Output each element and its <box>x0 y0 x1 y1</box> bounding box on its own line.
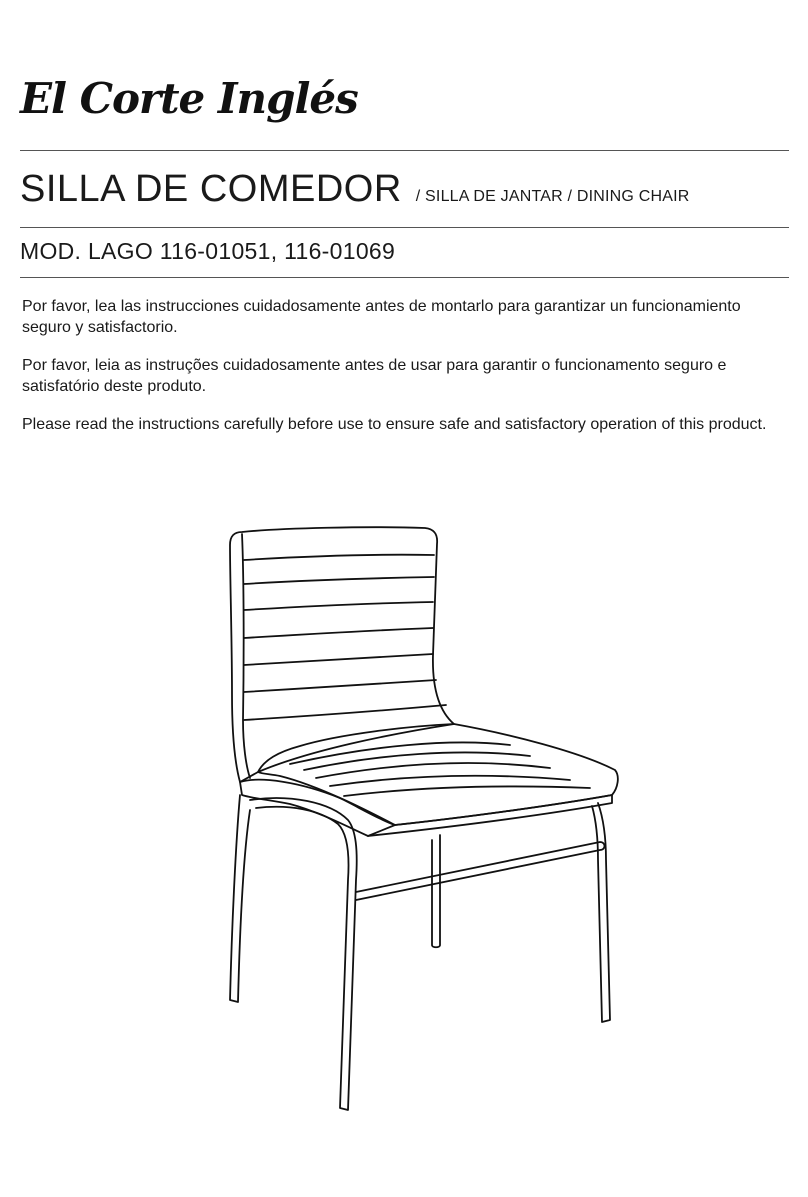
backrest-stitch <box>244 680 436 692</box>
divider-top <box>20 150 789 151</box>
divider-bottom <box>20 277 789 278</box>
page-subtitle: / SILLA DE JANTAR / DINING CHAIR <box>415 188 690 205</box>
leg-front-left <box>250 798 357 1110</box>
leg-rear-left <box>230 795 250 1002</box>
instructions-english: Please read the instructions carefully before use to ensure safe and satisfactory operation of this product. <box>22 416 767 433</box>
title-row <box>20 168 789 211</box>
instructions-portuguese: Por favor, leia as instruções cuidadosamente antes de usar para garantir o funcionamento seguro e satisfatório deste produto. <box>22 357 727 395</box>
chair-illustration <box>220 520 630 1120</box>
seat-edge <box>368 795 612 836</box>
seat-stitch <box>330 776 570 786</box>
backrest-stitch <box>244 705 446 720</box>
backrest-stitch <box>244 628 433 638</box>
backrest-stitch <box>244 602 433 610</box>
divider-middle <box>20 227 789 228</box>
instructions-spanish: Por favor, lea las instrucciones cuidadosamente antes de montarlo para garantizar un funcionamiento seguro y satisfactorio. <box>22 298 741 336</box>
model-number: MOD. LAGO 116-01051, 116-01069 <box>20 238 396 264</box>
backrest-stitch <box>244 654 433 665</box>
backrest-stitch <box>244 555 434 560</box>
page-title: SILLA DE COMEDOR <box>20 168 402 210</box>
backrest-inner-edge <box>242 534 250 778</box>
seat-top <box>258 724 618 825</box>
stretcher-bar <box>356 842 605 900</box>
seat-stitch <box>344 786 590 796</box>
backrest-stitch <box>244 577 434 584</box>
leg-rear-right <box>432 835 440 947</box>
brand-logo: El Corte Inglés <box>20 74 358 123</box>
leg-front-right <box>592 803 610 1022</box>
